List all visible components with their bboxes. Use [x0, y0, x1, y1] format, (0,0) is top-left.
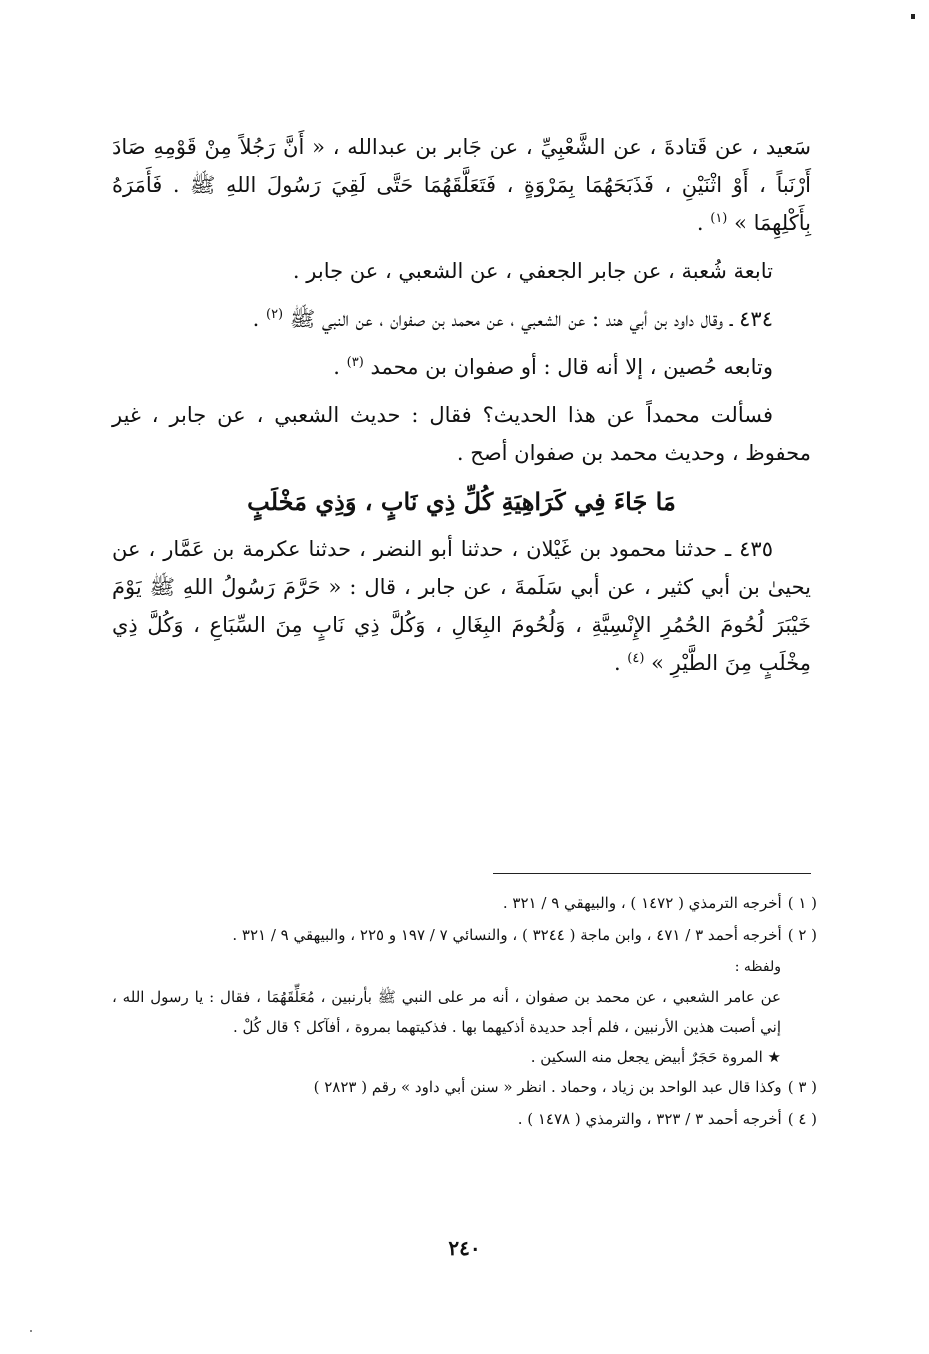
footnote-3	[112, 1072, 817, 1102]
hadith-435: ٤٣٥ ـ حدثنا محمود بن غَيْلان ، حدثنا أبو النضر ، حدثنا عكرمة بن عَمَّار ، عن يحيىٰ بن أبي كثير ، عن أبي سَلَمةَ ، عن جابر ، قال : « حَرَّمَ رَسُولُ اللهِ ﷺ يَوْمَ خَيْبَرَ لُحُومَ الحُمُرِ الإِنْسِيَّةِ ، وَلُحُومَ البِغَالِ ، وَكُلَّ ذِي نَابٍ مِنَ السِّبَاعِ ، وَكُلَّ ذِي مِخْلَبٍ مِنَ الطَّيْرِ » $^{(٤)}$ .	[112, 537, 811, 675]
footnote-ref: (٢)	[265, 307, 284, 322]
chapter-title: مَا جَاءَ فِي كَرَاهِيَةِ كُلِّ ذِي نَابٍ ، وَذِي مَخْلَبٍ	[247, 487, 676, 516]
footnote-2	[112, 920, 817, 950]
footnote-ref: (٣)	[346, 355, 364, 370]
footnote-quote: عن عامر الشعبي ، عن محمد بن صفوان ، أنه مر على النبي ﷺ بأرنبين ، مُعَلِّقَهُمَا ، فقال : يا رسول الله ، إني أصبت هذين الأرنبين ، فلم أجد حديدة أذكيهما بها . فذكيتهما بمروة ، أفآكل ؟ قال كُلْ .	[112, 988, 781, 1036]
footnote-separator	[493, 873, 811, 874]
scan-speck	[30, 1330, 32, 1332]
footnote-star-note: ★ المروة حَجَرٌ أبيض يجعل منه السكين .	[530, 1048, 781, 1066]
footnote-text: أخرجه الترمذي ( ١٤٧٢ ) ، والبيهقي ٩ / ٣٢١ .	[502, 894, 782, 912]
scan-speck	[911, 14, 915, 19]
hadith-continuation: سَعيد ، عن قَتادةَ ، عن الشَّعْبِيِّ ، عن جَابر بن عبدالله ، « أَنَّ رَجُلاً مِنْ قَوْمِهِ صَادَ أَرْنَباً ، أَوْ اثْنَيْنِ ، فَذَبَحَهُمَا بِمَرْوَةٍ ، فَتَعَلَّقَهُمَا حَتَّى لَقِيَ رَسُولَ اللهِ ﷺ . فَأَمَرَهُ بِأَكْلِهِمَا » $^{(١)}$ .	[112, 135, 811, 235]
footnote-4	[112, 1104, 817, 1134]
footnote-text: وكذا قال عبد الواحد بن زياد ، وحماد . انظر « سنن أبي داود » رقم ( ٢٨٢٣ )	[313, 1078, 782, 1096]
narration-follow-up: وتابعه حُصين ، إلا أنه قال : أو صفوان بن محمد $^{(٣)}$ .	[333, 355, 773, 379]
footnote-number: ( ٣ )	[787, 1078, 817, 1096]
footnote-1	[112, 888, 817, 918]
footnote-number: ( ٤ )	[787, 1110, 817, 1128]
footnote-sub: ولفظه :	[734, 959, 781, 975]
footnotes	[112, 888, 817, 1136]
narration-follow-up: تابعة شُعبة ، عن جابر الجعفي ، عن الشعبي ، عن جابر .	[292, 259, 773, 283]
footnote-number: ( ٢ )	[787, 926, 817, 944]
footnote-ref: (٤)	[627, 651, 645, 666]
footnote-text: أخرجه أحمد ٣ / ٤٧١ ، وابن ماجة ( ٣٢٤٤ ) ، والنسائي ٧ / ١٩٧ و ٢٢٥ ، والبيهقي ٩ / ٣٢١ .	[232, 926, 782, 944]
footnote-text: أخرجه أحمد ٣ / ٣٢٣ ، والترمذي ( ١٤٧٨ ) .	[517, 1110, 782, 1128]
page-number: ٢٤٠	[448, 1236, 481, 1260]
main-text	[112, 128, 811, 692]
footnote-ref: (١)	[710, 211, 728, 226]
hadith-434: ٤٣٤ ـ وقال داود بن أبي هند : عن الشعبي ، عن محمد بن صفوان ، عن النبي ﷺ $^{(٢)}$ .	[252, 307, 773, 331]
commentary: فسألت محمداً عن هذا الحديث؟ فقال : حديث الشعبي ، عن جابر ، غير محفوظ ، وحديث محمد بن صفوان أصح .	[112, 403, 811, 465]
footnote-number: ( ١ )	[787, 894, 817, 912]
